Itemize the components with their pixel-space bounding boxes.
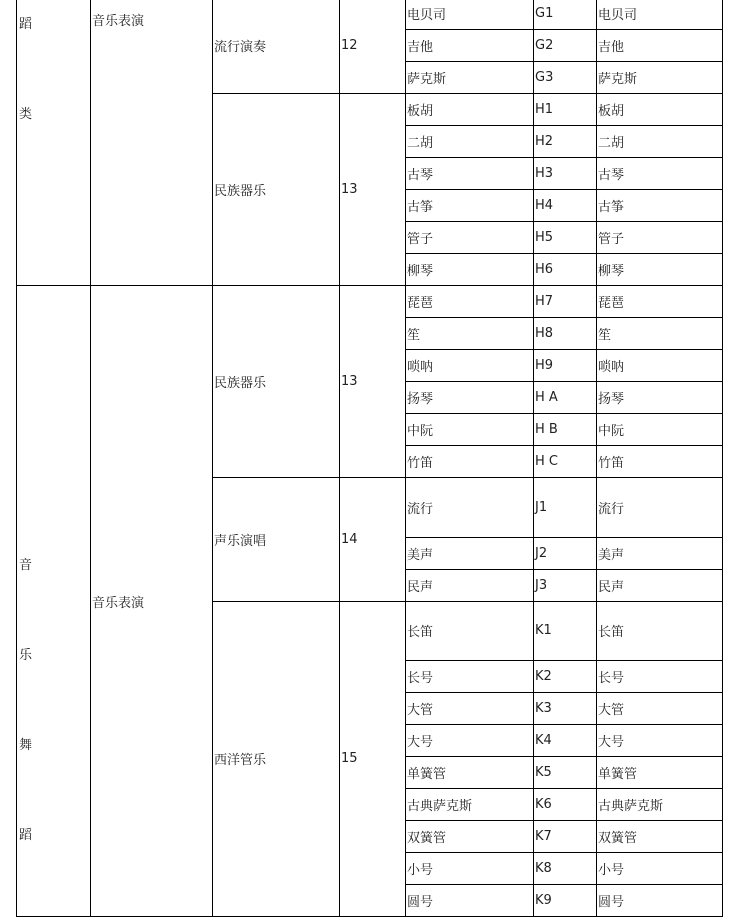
category-vertical-text: [19, 286, 90, 916]
category-char: 蹈: [19, 828, 33, 843]
subject-table: [16, 0, 723, 917]
instrument-name-cell: 吉他: [597, 30, 723, 62]
table-row: [17, 0, 723, 30]
instrument-cell: 单簧管: [406, 757, 534, 789]
instrument-cell: 萨克斯: [406, 62, 534, 94]
instrument-name-cell: 大管: [597, 693, 723, 725]
instrument-name-cell: 竹笛: [597, 446, 723, 478]
instrument-cell: 美声: [406, 537, 534, 569]
instrument-code-cell: H B: [534, 414, 597, 446]
instrument-cell: 吉他: [406, 30, 534, 62]
instrument-cell: 大号: [406, 725, 534, 757]
instrument-name-cell: 双簧管: [597, 821, 723, 853]
instrument-code-cell: H7: [534, 286, 597, 318]
instrument-name-cell: 电贝司: [597, 0, 723, 30]
instrument-cell: 琵琶: [406, 286, 534, 318]
category-char: 音: [19, 558, 33, 573]
instrument-name-cell: 圆号: [597, 885, 723, 917]
instrument-code-cell: H8: [534, 318, 597, 350]
instrument-code-cell: H4: [534, 190, 597, 222]
instrument-code-cell: H C: [534, 446, 597, 478]
instrument-cell: 流行: [406, 478, 534, 538]
category-cell: [17, 0, 91, 286]
instrument-name-cell: 小号: [597, 853, 723, 885]
instrument-cell: 长笛: [406, 601, 534, 661]
category-char: 蹈: [19, 17, 33, 32]
instrument-code-cell: G3: [534, 62, 597, 94]
category-char: 类: [19, 107, 33, 122]
table-row: [17, 286, 723, 318]
instrument-code-cell: K1: [534, 601, 597, 661]
instrument-cell: 大管: [406, 693, 534, 725]
instrument-code-cell: K2: [534, 661, 597, 693]
direction-code-cell: 14: [340, 478, 406, 602]
instrument-name-cell: 古琴: [597, 158, 723, 190]
direction-code-cell: 13: [340, 94, 406, 286]
instrument-cell: 圆号: [406, 885, 534, 917]
instrument-name-cell: 柳琴: [597, 254, 723, 286]
direction-cell: 民族器乐: [213, 286, 340, 478]
direction-code-cell: 13: [340, 286, 406, 478]
instrument-name-cell: 民声: [597, 569, 723, 601]
instrument-name-cell: 中阮: [597, 414, 723, 446]
instrument-cell: 竹笛: [406, 446, 534, 478]
instrument-cell: 小号: [406, 853, 534, 885]
instrument-cell: 电贝司: [406, 0, 534, 30]
instrument-name-cell: 萨克斯: [597, 62, 723, 94]
instrument-code-cell: H A: [534, 382, 597, 414]
instrument-cell: 唢呐: [406, 350, 534, 382]
instrument-name-cell: 唢呐: [597, 350, 723, 382]
instrument-name-cell: 单簧管: [597, 757, 723, 789]
instrument-name-cell: 二胡: [597, 126, 723, 158]
instrument-name-cell: 流行: [597, 478, 723, 538]
instrument-cell: 古琴: [406, 158, 534, 190]
instrument-code-cell: H1: [534, 94, 597, 126]
instrument-code-cell: K7: [534, 821, 597, 853]
instrument-cell: 管子: [406, 222, 534, 254]
instrument-name-cell: 板胡: [597, 94, 723, 126]
instrument-code-cell: G2: [534, 30, 597, 62]
instrument-name-cell: 笙: [597, 318, 723, 350]
direction-code-cell: 12: [340, 0, 406, 94]
instrument-cell: 民声: [406, 569, 534, 601]
instrument-code-cell: K9: [534, 885, 597, 917]
instrument-name-cell: 长号: [597, 661, 723, 693]
instrument-code-cell: G1: [534, 0, 597, 30]
direction-code-cell: 15: [340, 601, 406, 917]
instrument-cell: 双簧管: [406, 821, 534, 853]
instrument-cell: 笙: [406, 318, 534, 350]
instrument-cell: 长号: [406, 661, 534, 693]
instrument-name-cell: 古典萨克斯: [597, 789, 723, 821]
instrument-code-cell: J3: [534, 569, 597, 601]
instrument-code-cell: J1: [534, 478, 597, 538]
instrument-code-cell: K3: [534, 693, 597, 725]
category-vertical-text: [19, 0, 90, 195]
instrument-code-cell: K5: [534, 757, 597, 789]
instrument-cell: 二胡: [406, 126, 534, 158]
instrument-name-cell: 大号: [597, 725, 723, 757]
instrument-name-cell: 美声: [597, 537, 723, 569]
instrument-code-cell: K4: [534, 725, 597, 757]
instrument-name-cell: 古筝: [597, 190, 723, 222]
instrument-cell: 古典萨克斯: [406, 789, 534, 821]
instrument-code-cell: K6: [534, 789, 597, 821]
major-cell: 音乐表演: [91, 0, 213, 286]
direction-cell: 民族器乐: [213, 94, 340, 286]
instrument-code-cell: H6: [534, 254, 597, 286]
direction-cell: 西洋管乐: [213, 601, 340, 917]
instrument-cell: 扬琴: [406, 382, 534, 414]
direction-cell: 流行演奏: [213, 0, 340, 94]
instrument-code-cell: H5: [534, 222, 597, 254]
category-cell: [17, 286, 91, 917]
instrument-code-cell: H9: [534, 350, 597, 382]
instrument-code-cell: J2: [534, 537, 597, 569]
instrument-cell: 板胡: [406, 94, 534, 126]
instrument-name-cell: 管子: [597, 222, 723, 254]
instrument-code-cell: H3: [534, 158, 597, 190]
direction-cell: 声乐演唱: [213, 478, 340, 602]
instrument-name-cell: 扬琴: [597, 382, 723, 414]
instrument-code-cell: K8: [534, 853, 597, 885]
category-char: 舞: [19, 738, 33, 753]
instrument-cell: 中阮: [406, 414, 534, 446]
major-cell: 音乐表演: [91, 286, 213, 917]
instrument-code-cell: H2: [534, 126, 597, 158]
category-char: 乐: [19, 648, 33, 663]
instrument-cell: 古筝: [406, 190, 534, 222]
instrument-name-cell: 长笛: [597, 601, 723, 661]
instrument-cell: 柳琴: [406, 254, 534, 286]
instrument-name-cell: 琵琶: [597, 286, 723, 318]
